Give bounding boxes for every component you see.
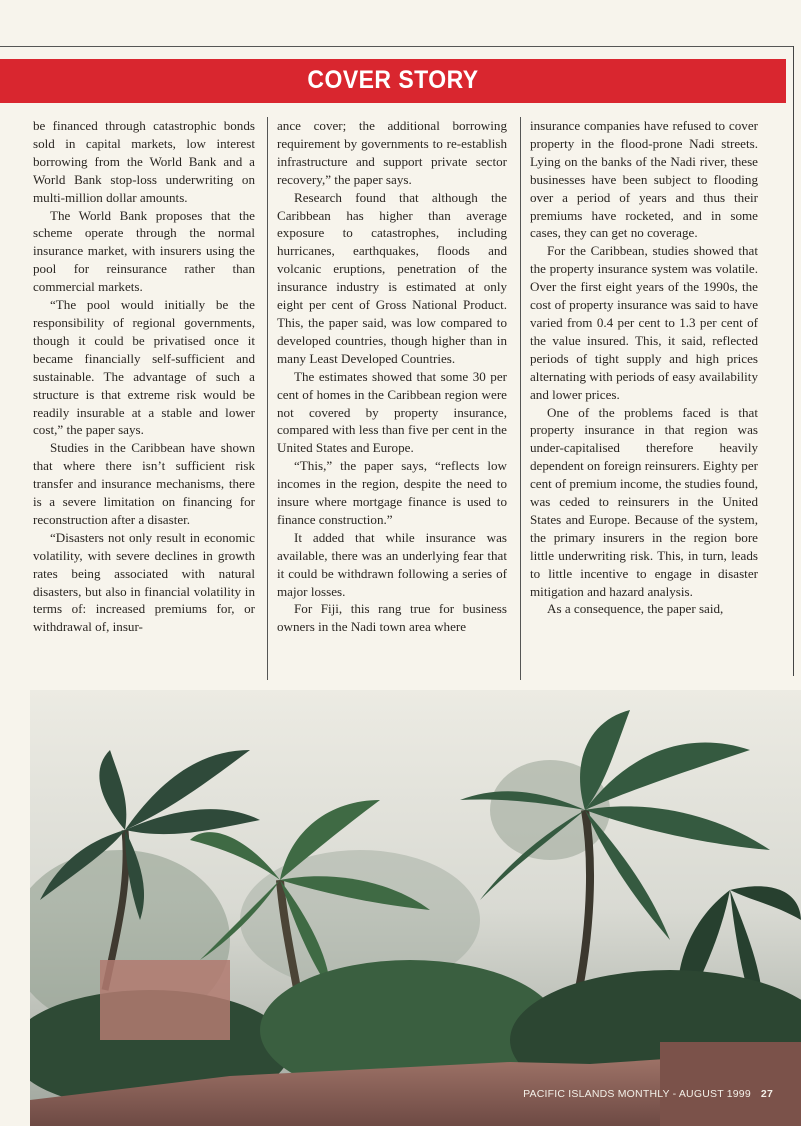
- text-column-2: [277, 117, 507, 636]
- section-title: COVER STORY: [307, 66, 479, 94]
- paragraph: For the Caribbean, studies showed that the property insurance system was volatile. Over the first eight years of the 1990s, the cost of property insurance was said to have varied from 0.4 per cent to 1.3 per cent of the value insured. This, it said, reflected periods of tight supply and high prices alternating with periods of easy availability and lower prices.: [530, 243, 758, 402]
- text-column-3: [530, 117, 758, 618]
- paragraph: For Fiji, this rang true for business owners in the Nadi town area where: [277, 601, 507, 635]
- right-rule: [793, 46, 794, 676]
- paragraph: As a consequence, the paper said,: [547, 601, 724, 617]
- text-column-1: [33, 117, 255, 636]
- storm-palm-trees-photo: [30, 690, 801, 1126]
- paragraph: ance cover; the additional borrowing requirement by governments to re-establish infrastructure and support private sector recovery,” the paper says.: [277, 118, 507, 187]
- paragraph: “The pool would initially be the responsibility of regional governments, though it could be privatised once it became financially self-sufficient and sustainable. The advantage of such a structure is that extreme risk would be readily insurable at a stable and lower cost,” the paper says.: [33, 297, 255, 438]
- paragraph: insurance companies have refused to cover property in the flood-prone Nadi streets. Lying on the banks of the Nadi river, these businesses have been subject to flooding over a period of years and thus their premiums have rocketed, and in some cases, they can get no coverage.: [530, 118, 758, 241]
- paragraph: The World Bank proposes that the scheme operate through the normal insurance market, with insurers using the pool for reinsurance rather than commercial markets.: [33, 207, 255, 295]
- page-footer: [523, 1088, 773, 1100]
- publication-credit: PACIFIC ISLANDS MONTHLY - AUGUST 1999: [523, 1088, 751, 1100]
- column-divider: [520, 117, 521, 680]
- paragraph: The estimates showed that some 30 per cent of homes in the Caribbean region were not covered by property insurance, compared with less than five per cent in the United States and Europe.: [277, 368, 507, 456]
- paragraph: One of the problems faced is that property insurance in that region was under-capitalised therefore heavily dependent on foreign reinsurers. Eighty per cent of premium income, the studies found, was ceded to reinsurers in the United States and Europe. Because of the system, the primary insurers in the region bore little underwriting risk. This, in turn, leads to little incentive to engage in disaster mitigation and hazard analysis.: [530, 404, 758, 599]
- paragraph: Studies in the Caribbean have shown that where there isn’t sufficient risk transfer and insurance mechanisms, there is a severe limitation on financing for reconstruction after a disaster.: [33, 440, 255, 527]
- paragraph: be financed through catastrophic bonds sold in capital markets, low interest borrowing from the World Bank and a World Bank stop-loss underwriting on multi-million dollar amounts.: [33, 118, 255, 205]
- top-rule: [0, 46, 794, 47]
- page-number: 27: [760, 1088, 773, 1100]
- column-divider: [267, 117, 268, 680]
- paragraph: Research found that although the Caribbean has higher than average exposure to catastrophes, including hurricanes, earthquakes, floods and volcanic eruptions, penetration of the insurance industry is estimated at only eight per cent of Gross National Product. This, the paper said, was low compared to developed countries, though higher than in many Least Developed Countries.: [277, 189, 507, 366]
- paragraph: It added that while insurance was available, there was an underlying fear that it could be withdrawn following a series of major losses.: [277, 529, 507, 599]
- section-banner: [0, 59, 786, 103]
- paragraph: “Disasters not only result in economic volatility, with severe declines in growth rates being associated with natural disasters, but also in financial volatility in terms of: increased premiums for, or withdrawal of, insur-: [33, 529, 255, 635]
- paragraph: “This,” the paper says, “reflects low incomes in the region, despite the need to insure where mortgage finance is used to finance construction.”: [277, 458, 507, 527]
